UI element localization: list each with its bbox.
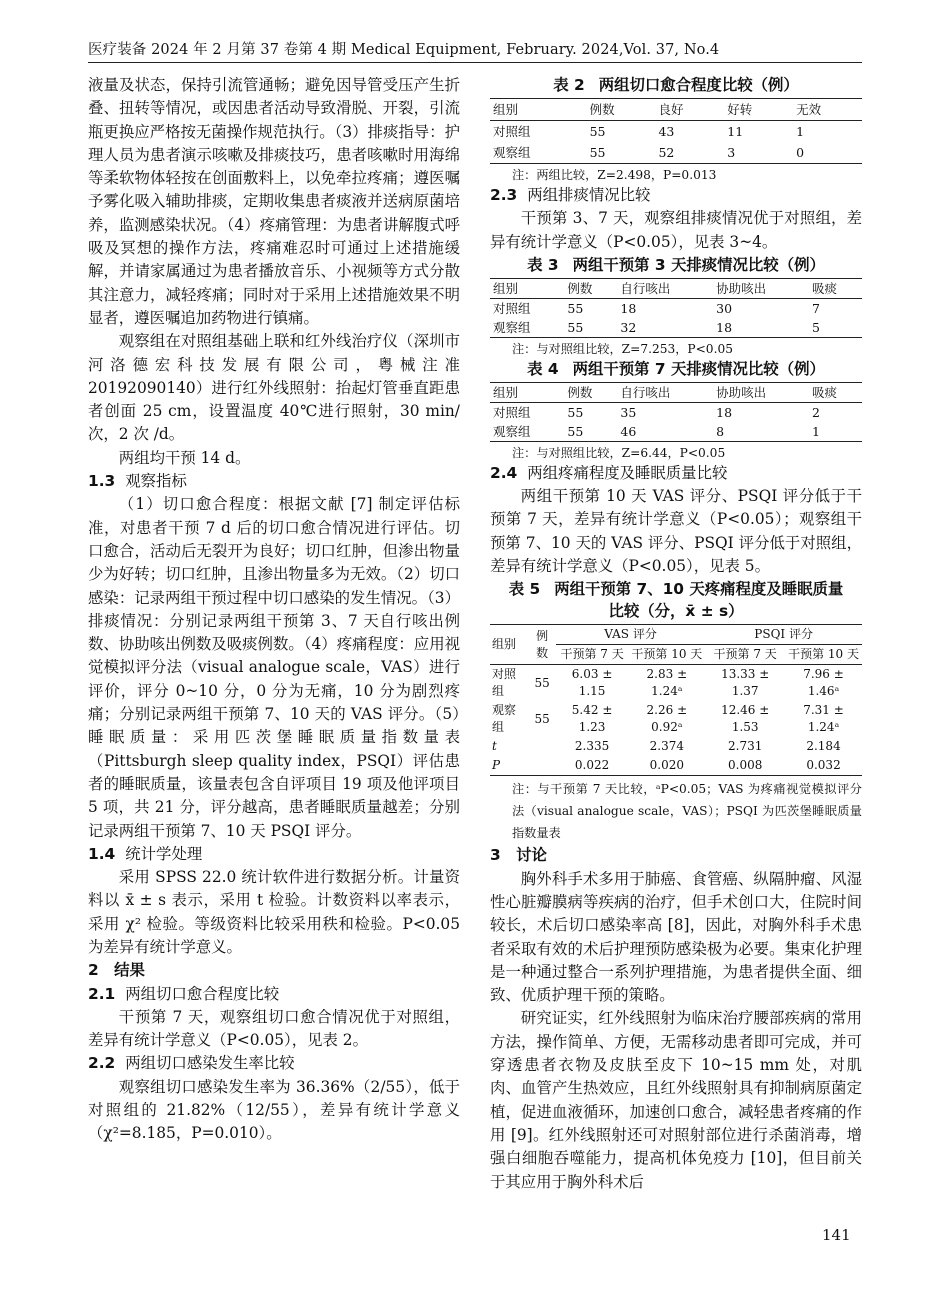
table-cell: 52: [655, 142, 724, 164]
table-number: 表 2: [553, 76, 585, 94]
section-title: 观察指标: [125, 472, 187, 491]
table-number: 表 3: [527, 255, 559, 274]
header-rule: [88, 62, 862, 63]
paragraph-statistics: 采用 SPSS 22.0 统计软件进行数据分析。计量资料以 x̄ ± s 表示，采用 t 检验。计数资料以率表示，采用 χ² 检验。等级资料比较采用秩和检验。P<0.05 为差异有统计学意义。: [88, 868, 460, 956]
table-header: 组别: [490, 382, 564, 402]
paragraph-discussion-1: 胸外科手术多用于肺癌、食管癌、纵隔肿瘤、风湿性心脏瓣膜病等疾病的治疗，但手术创口大，住院时间较长，术后切口感染率高 [8]，因此，对胸外科手术患者采取有效的术后护理预防感染极为必要。集束化护理是一种通过整合一系列护理措施，为患者提供全面、细致、优质护理干预的策略。: [490, 869, 862, 1005]
table-3-note: 注：与对照组比较，Z=7.253，P<0.05: [511, 341, 733, 356]
table-row: [490, 121, 862, 143]
table-header: 吸痰: [809, 278, 862, 298]
paragraph-discussion-2: 研究证实，红外线照射为临床治疗腰部疾病的常用方法，操作简单、方便，无需移动患者即可完成，并可穿透患者衣物及皮肤至皮下 10~15 mm 处，对肌肉、血管产生热效应，且红外线照射具有抑制病原菌定植，促进血液循环，加速创口愈合，减轻患者疼痛的作用 [9]。红外线照射还可对照射部位进行杀菌消毒，增强白细胞吞噬能力，提高机体免疫力 [10]，但目前关于其应用于胸外科术后: [490, 1009, 862, 1191]
table-title-line2: 比较（分，x̄ ± s）: [608, 602, 744, 621]
table-row: [490, 402, 862, 422]
table-subheader: 干预第 7 天: [705, 645, 785, 665]
table-cell: 8: [713, 422, 809, 442]
table-row: [490, 422, 862, 442]
table-header: 组别: [490, 625, 528, 665]
table-cell: 55: [589, 124, 606, 139]
table-cell: 46: [617, 422, 713, 442]
table-title: 两组干预第 7 天排痰情况比较（例）: [572, 359, 825, 378]
section-number: 2.1: [88, 984, 116, 1003]
table-cell: 2.26 ± 0.92ᵃ: [646, 703, 688, 735]
table-cell: 6.03 ± 1.15: [571, 667, 613, 699]
table-cell: 12.46 ± 1.53: [721, 703, 770, 735]
table-title: 两组干预第 7、10 天疼痛程度及睡眠质量: [554, 580, 844, 599]
section-title: 统计学处理: [125, 844, 203, 863]
table-cell: 1: [809, 422, 862, 442]
table-cell: 0.032: [785, 756, 862, 776]
table-row: [490, 142, 862, 164]
section-2-1-heading: [88, 983, 460, 1006]
section-1-4-heading: [88, 843, 460, 866]
table-subheader: 干预第 7 天: [556, 645, 629, 665]
table-cell: 0.008: [705, 756, 785, 776]
table-cell: 观察组: [492, 703, 517, 735]
table-cell: 0.022: [556, 756, 629, 776]
table-cell: 7.96 ± 1.46ᵃ: [803, 667, 844, 699]
table-header: 协助咳出: [713, 382, 809, 402]
section-title: 两组疼痛程度及睡眠质量比较: [527, 463, 728, 482]
section-number: 2.4: [490, 463, 518, 482]
table-cell: [528, 737, 555, 756]
table-cell: 0.020: [628, 756, 705, 776]
section-2-3-heading: [490, 184, 862, 207]
table-row: [490, 665, 862, 702]
table-cell: 0: [793, 142, 862, 164]
table-5-note: 注：与干预第 7 天比较，ᵃP<0.05；VAS 为疼痛视觉模拟评分法（visual analogue scale，VAS）；PSQI 为匹茨堡睡眠质量指数量表: [511, 782, 862, 841]
table-cell: 2.335: [574, 739, 610, 754]
section-title: 两组排痰情况比较: [527, 186, 651, 204]
table-number: 表 4: [527, 359, 559, 378]
table-title: 两组切口愈合程度比较（例）: [598, 76, 799, 94]
table-cell: 18: [716, 404, 733, 420]
table-5-caption: [490, 578, 862, 622]
table-cell: 30: [716, 300, 733, 316]
table-header: PSQI 评分: [705, 625, 862, 645]
table-title: 两组干预第 3 天排痰情况比较（例）: [572, 255, 825, 274]
table-cell: 5: [809, 318, 862, 338]
section-number: 1.3: [88, 472, 116, 491]
table-header: 例数: [564, 278, 617, 298]
paragraph-care-measures: 液量及状态，保持引流管通畅；避免因导管受压产生折叠、扭转等情况，或因患者活动导致滑脱、开裂，引流瓶更换应严格按无菌操作规范执行。（3）排痰指导：护理人员为患者演示咳嗽及排痰技巧，患者咳嗽时用海绵等柔软物体轻按在创面敷料上，以免牵拉疼痛；遵医嘱予雾化吸入辅助排痰，定期收集患者痰液并送病原菌培养，监测感染状况。（4）疼痛管理：为患者讲解腹式呼吸及冥想的操作方法，疼痛难忍时可通过上述措施缓解，并请家属通过为患者播放音乐、小视频等方式分散其注意力，减轻疼痛；同时对于采用上述措施效果不明显者，遵医嘱追加药物进行镇痛。: [88, 76, 460, 327]
table-row: [490, 298, 862, 318]
table-header: 吸痰: [809, 382, 862, 402]
table-cell: 2.83 ± 1.24ᵃ: [646, 667, 688, 699]
table-cell: 11: [727, 124, 744, 139]
table-cell: 55: [564, 318, 617, 338]
table-cell: 2.731: [728, 739, 763, 754]
table-header: 例数: [587, 99, 656, 121]
table-cell: 55: [567, 404, 584, 420]
table-header: 组别: [490, 278, 564, 298]
table-4: [490, 382, 862, 442]
table-subheader: 干预第 10 天: [628, 645, 705, 665]
table-4-note: 注：与对照组比较，Z=6.44，P<0.05: [511, 445, 726, 460]
left-column: [88, 74, 460, 1146]
table-cell: 7.31 ± 1.24ᵃ: [803, 703, 844, 735]
table-header: 例数: [564, 382, 617, 402]
table-cell: 对照组: [493, 124, 531, 139]
table-cell: 对照组: [492, 667, 517, 699]
section-3-heading: 3 讨论: [490, 846, 547, 865]
section-number: 2.3: [490, 186, 518, 204]
section-2-2-heading: [88, 1052, 460, 1075]
table-cell: 观察组: [490, 142, 587, 164]
paragraph-indicators: （1）切口愈合程度：根据文献 [7] 制定评估标准，对患者干预 7 d 后的切口愈合情况进行评估。切口愈合，活动后无裂开为良好；切口红肿，但渗出物量少为好转；切口红肿，且渗出物量多为无效。（2）切口感染：记录两组干预过程中切口感染的发生情况。（3）排痰情况：分别记录两组干预第 3、7 天自行咳出例数、协助咳出例数及吸痰例数。（4）疼痛程度：应用视觉模拟评分法（visual analogue scale，VAS）进行评价，评分 0~10 分，0 分为无痛，10 分为剧烈疼痛；分别记录两组干预第 7、10 天的 VAS 评分。（5）睡眠质量：采用匹茨堡睡眠质量指数量表（Pittsburgh sleep quality index，PSQI）评估患者的睡眠质量，该量表包含自评项目 19 项及他评项目 5 项，共 21 分，评分越高，患者睡眠质量越差；分别记录两组干预第 7、10 天 PSQI 评分。: [88, 495, 460, 840]
table-row: [490, 737, 862, 756]
table-cell: 35: [620, 404, 637, 420]
table-2: [490, 98, 862, 164]
table-cell: 55: [534, 711, 550, 726]
table-5: [490, 624, 862, 776]
table-subheader: 干预第 10 天: [785, 645, 862, 665]
table-cell: 2: [811, 404, 820, 420]
page-number: 141: [822, 1226, 851, 1244]
running-header: 医疗装备 2024 年 2 月第 37 卷第 4 期 Medical Equipment, February. 2024,Vol. 37, No.4: [88, 42, 720, 58]
table-header: VAS 评分: [556, 625, 706, 645]
table-2-note: 注：两组比较，Z=2.498，P=0.013: [511, 168, 717, 182]
table-cell: 18: [713, 318, 809, 338]
paragraph-pain-sleep-result: 两组干预第 10 天 VAS 评分、PSQI 评分低于干预第 7 天，差异有统计学意义（P<0.05）；观察组干预第 7、10 天的 VAS 评分、PSQI 评分低于对照组，差异有统计学意义（P<0.05），见表 5。: [490, 487, 862, 576]
table-cell: 55: [534, 675, 550, 690]
table-header: 良好: [655, 99, 724, 121]
table-4-caption: [490, 358, 862, 380]
table-number: 表 5: [508, 580, 541, 599]
table-cell: P: [490, 756, 528, 776]
table-row: [490, 756, 862, 776]
table-cell: 对照组: [493, 404, 531, 420]
table-3: [490, 278, 862, 338]
table-cell: 对照组: [493, 300, 531, 316]
table-header: 协助咳出: [713, 278, 809, 298]
table-cell: 2.184: [806, 739, 841, 754]
section-1-3-heading: [88, 470, 460, 493]
table-row: [490, 318, 862, 338]
table-cell: 观察组: [490, 318, 564, 338]
table-cell: 13.33 ± 1.37: [721, 667, 770, 699]
section-title: 两组切口感染发生率比较: [125, 1054, 295, 1073]
table-cell: 18: [620, 300, 637, 316]
table-2-caption: [490, 74, 862, 96]
table-cell: 55: [587, 142, 656, 164]
table-cell: 32: [617, 318, 713, 338]
paragraph-healing-result: 干预第 7 天，观察组切口愈合情况优于对照组，差异有统计学意义（P<0.05），见表 2。: [88, 1007, 460, 1050]
table-cell: t: [492, 739, 497, 754]
table-header: 无效: [793, 99, 862, 121]
table-cell: 3: [724, 142, 793, 164]
table-cell: 2.374: [649, 739, 685, 754]
section-2-4-heading: [490, 462, 862, 485]
table-header: 例数: [528, 625, 555, 665]
paragraph-duration: 两组均干预 14 d。: [118, 448, 251, 467]
section-number: 1.4: [88, 844, 116, 863]
table-cell: 55: [564, 422, 617, 442]
table-cell: 43: [658, 124, 675, 139]
table-header: 好转: [724, 99, 793, 121]
table-cell: [528, 756, 555, 776]
section-2-heading: 2 结果: [88, 961, 145, 980]
table-3-caption: [490, 254, 862, 276]
table-row: [490, 701, 862, 737]
paragraph-infrared: 观察组在对照组基础上联和红外线治疗仪（深圳市河洛德宏科技发展有限公司，粤械注准 20192090140）进行红外线照射：抬起灯管垂直距患者创面 25 cm，设置温度 40℃进行照射，30 min/ 次，2 次 /d。: [88, 332, 460, 444]
table-cell: 5.42 ± 1.23: [571, 703, 613, 735]
table-cell: 55: [567, 300, 584, 316]
table-cell: 1: [796, 124, 805, 139]
table-header: 组别: [490, 99, 587, 121]
right-column: [490, 74, 862, 1194]
table-header: 自行咳出: [617, 382, 713, 402]
table-cell: 观察组: [490, 422, 564, 442]
section-number: 2.2: [88, 1054, 116, 1073]
paragraph-infection-result: 观察组切口感染发生率为 36.36%（2/55），低于对照组的 21.82%（12/55），差异有统计学意义（χ²=8.185，P=0.010）。: [88, 1077, 460, 1143]
section-title: 两组切口愈合程度比较: [125, 984, 280, 1003]
paragraph-sputum-result: 干预第 3、7 天，观察组排痰情况优于对照组，差异有统计学意义（P<0.05），见表 3~4。: [490, 209, 862, 251]
table-header: 自行咳出: [617, 278, 713, 298]
table-cell: 7: [811, 300, 820, 316]
